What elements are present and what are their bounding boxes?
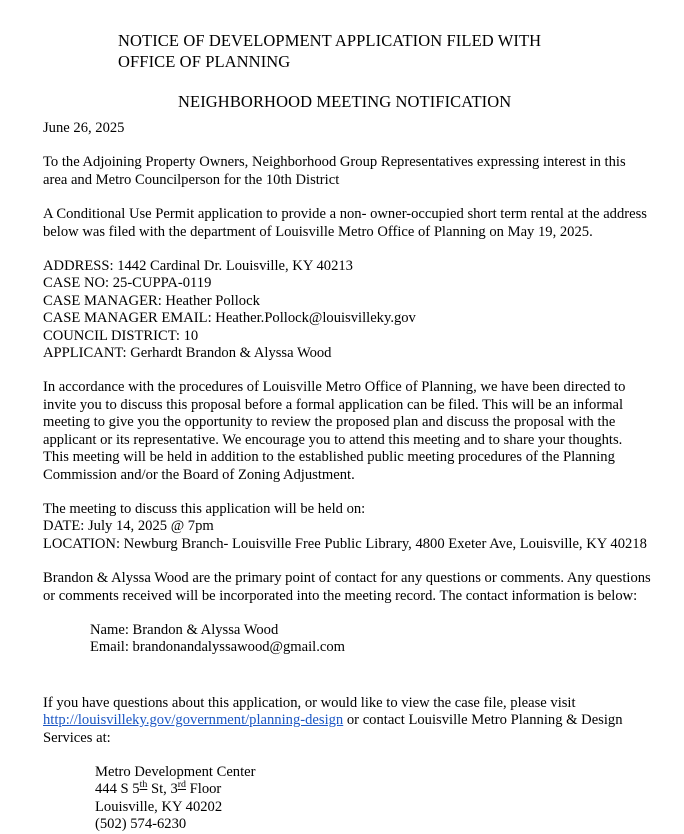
- meeting-date: DATE: July 14, 2025 @ 7pm: [43, 518, 214, 535]
- summary-paragraph: A Conditional Use Permit application to provide a non- owner-occupied short term rental at the address below was filed with the department of Louisville Metro Office of Planning on May 19, 2025.: [43, 206, 647, 240]
- contact-info-block: [43, 622, 651, 657]
- letter-date: June 26, 2025: [43, 120, 125, 136]
- contact-name: Name: Brandon & Alyssa Wood: [90, 621, 279, 638]
- case-details-block: [43, 258, 651, 362]
- office-address-street-post: Floor: [186, 781, 222, 798]
- ordinal-suffix-rd: rd: [177, 779, 187, 791]
- page-title-line-1: NOTICE OF DEVELOPMENT APPLICATION FILED WITH: [118, 31, 542, 50]
- page-subtitle: NEIGHBORHOOD MEETING NOTIFICATION: [178, 92, 512, 111]
- closing-lead-in: If you have questions about this application, or would like to view the case file, please visit: [43, 694, 576, 711]
- meeting-location: LOCATION: Newburg Branch- Louisville Free Public Library, 4800 Exeter Ave, Louisville, KY 40218: [43, 535, 647, 552]
- office-address-block: [43, 764, 651, 834]
- document-body: [43, 120, 651, 834]
- spacer: [43, 674, 651, 695]
- office-address-street-pre: 444 S 5: [95, 781, 140, 798]
- closing-after-link: or contact Louisville Metro Planning & Design Services at:: [43, 712, 623, 746]
- salutation-paragraph: To the Adjoining Property Owners, Neighborhood Group Representatives expressing interest in this area and Metro Councilperson for the 10th District: [43, 154, 626, 188]
- meeting-intro: The meeting to discuss this application will be held on:: [43, 500, 366, 517]
- case-detail-case-manager-email: CASE MANAGER EMAIL: Heather.Pollock@louisvilleky.gov: [43, 310, 416, 327]
- office-address-line-1: Metro Development Center: [95, 763, 256, 780]
- case-detail-case-manager: CASE MANAGER: Heather Pollock: [43, 292, 260, 309]
- office-address-line-3: Louisville, KY 40202: [95, 798, 223, 815]
- procedures-paragraph: In accordance with the procedures of Louisville Metro Office of Planning, we have been directed to invite you to discuss this proposal before a formal application can be filed. This will be an informal meeting to give you the opportunity to review the proposed plan and discuss the proposal with the applicant or its representative. We encourage you to attend this meeting and to share your thoughts. This meeting will be held in addition to the established public meeting procedures of the Planning Commission and/or the Board of Zoning Adjustment.: [43, 379, 626, 483]
- contact-email: Email: brandonandalyssawood@gmail.com: [90, 639, 345, 656]
- ordinal-suffix-th: th: [139, 779, 148, 791]
- office-address-phone: (502) 574-6230: [95, 816, 187, 833]
- case-detail-council-district: COUNCIL DISTRICT: 10: [43, 327, 199, 344]
- page-title-line-2: OFFICE OF PLANNING: [118, 52, 291, 71]
- document-title-block: [0, 30, 684, 112]
- office-address-street-mid: St, 3: [147, 781, 178, 798]
- contact-paragraph: Brandon & Alyssa Wood are the primary point of contact for any questions or comments. Any questions or comments received will be incorporated into the meeting record. The contact information is below:: [43, 570, 651, 604]
- meeting-details-block: [43, 501, 651, 553]
- case-detail-applicant: APPLICANT: Gerhardt Brandon & Alyssa Wood: [43, 345, 332, 362]
- case-detail-case-no: CASE NO: 25-CUPPA-0119: [43, 275, 212, 292]
- case-detail-address: ADDRESS: 1442 Cardinal Dr. Louisville, KY 40213: [43, 258, 353, 275]
- office-address-line-2: [95, 781, 651, 798]
- planning-design-link[interactable]: http://louisvilleky.gov/government/planning-design: [43, 712, 344, 729]
- closing-paragraph: [43, 695, 651, 747]
